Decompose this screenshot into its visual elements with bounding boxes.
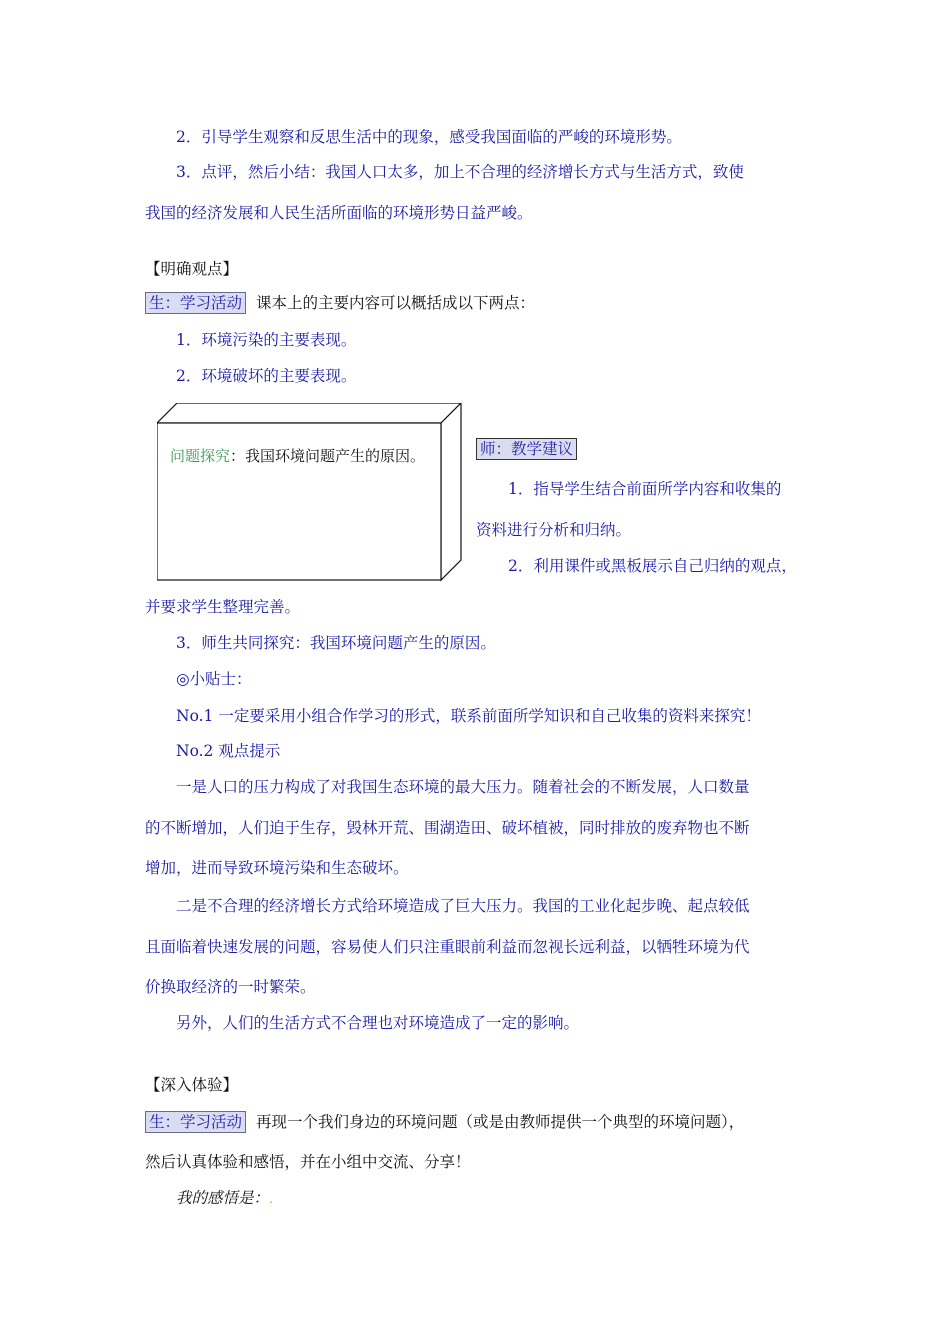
tips-para1-line1: 一是人口的压力构成了对我国生态环境的最大压力。随着社会的不断发展，人口数量 [176, 778, 750, 796]
inquiry-box-text [170, 441, 432, 471]
feeling-dot: . [269, 1192, 273, 1206]
teacher-s3: 3．师生共同探究：我国环境问题产生的原因。 [176, 634, 496, 652]
student-activity-tag: 生：学习活动 [145, 292, 246, 314]
student-activity2-tag: 生：学习活动 [145, 1111, 246, 1133]
feeling-row [176, 1188, 273, 1209]
section-heading-viewpoints: 【明确观点】 [145, 260, 239, 278]
student-activity2-row [145, 1111, 744, 1133]
intro-p3-line1: 3．点评，然后小结：我国人口太多，加上不合理的经济增长方式与生活方式，致使 [176, 163, 744, 181]
tips-para2-line1: 二是不合理的经济增长方式给环境造成了巨大压力。我国的工业化起步晚、起点较低 [176, 897, 750, 915]
tips-para1-line2: 的不断增加，人们迫于生存，毁林开荒、围湖造田、破坏植被，同时排放的废弃物也不断 [145, 819, 750, 837]
tips-para1-line3: 增加，进而导致环境污染和生态破坏。 [145, 859, 409, 877]
tips-title: ◎小贴士： [176, 670, 252, 688]
inquiry-box [157, 403, 462, 583]
section-heading-experience: 【深入体验】 [145, 1076, 239, 1094]
student-activity-text: 课本上的主要内容可以概括成以下两点： [256, 294, 536, 312]
tips-para2-line2: 且面临着快速发展的问题，容易使人们只注重眼前利益而忽视长远利益，以牺牲环境为代 [145, 938, 750, 956]
teacher-s2-line2: 并要求学生整理完善。 [145, 598, 301, 616]
point-item-1: 1．环境污染的主要表现。 [176, 331, 357, 349]
intro-p2: 2．引导学生观察和反思生活中的现象，感受我国面临的严峻的环境形势。 [176, 128, 682, 146]
teacher-s1-line1: 1．指导学生结合前面所学内容和收集的 [508, 480, 782, 498]
intro-p3-line2: 我国的经济发展和人民生活所面临的环境形势日益严峻。 [145, 204, 533, 222]
tips-para2-line3: 价换取经济的一时繁荣。 [145, 978, 316, 996]
teacher-suggestion-tag: 师：教学建议 [476, 438, 577, 460]
tips-para3: 另外，人们的生活方式不合理也对环境造成了一定的影响。 [176, 1014, 580, 1032]
experience-line2: 然后认真体验和感悟，并在小组中交流、分享！ [145, 1153, 471, 1171]
point-item-2: 2．环境破坏的主要表现。 [176, 367, 357, 385]
student-activity2-text: 再现一个我们身边的环境问题（或是由教师提供一个典型的环境问题）， [256, 1113, 745, 1131]
tips-no1: No.1 一定要采用小组合作学习的形式，联系前面所学知识和自己收集的资料来探究！ [176, 707, 761, 725]
feeling-label: 我的感悟是： [176, 1189, 270, 1207]
student-activity-row [145, 292, 535, 314]
teacher-tag-row [476, 438, 587, 460]
teacher-s2-line1: 2．利用课件或黑板展示自己归纳的观点， [508, 557, 797, 575]
teacher-s1-line2: 资料进行分析和归纳。 [476, 521, 632, 539]
inquiry-label: 问题探究 [170, 447, 231, 465]
inquiry-content: ：我国环境问题产生的原因。 [230, 447, 426, 465]
tips-no2: No.2 观点提示 [176, 742, 281, 760]
